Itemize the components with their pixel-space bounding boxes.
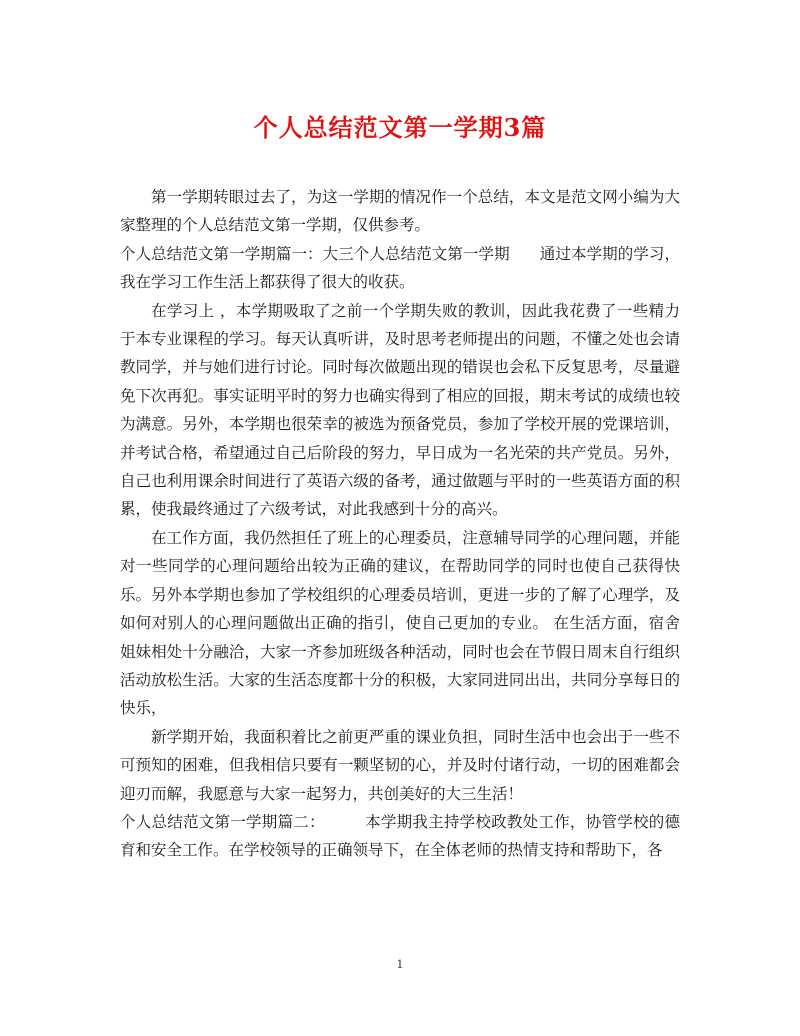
- intro-paragraph: 第一学期转眼过去了，为这一学期的情况作一个总结，本文是范文网小编为大家整理的个人总结范文第一学期，仅供参考。: [120, 188, 680, 235]
- section-one-heading: 个人总结范文第一学期篇一：大三个人总结范文第一学期: [120, 244, 510, 263]
- document-title: 个人总结范文第一学期3篇: [253, 113, 547, 142]
- section-two-paragraph: [120, 808, 680, 865]
- section-one-lead: 通过本学期的学习，我在学习工作生活上都获得了很大的收获。: [120, 244, 680, 292]
- body-paragraph-work-life: 在工作方面，我仍然担任了班上的心理委员，注意辅导同学的心理问题，并能对一些同学的心理问题给出较为正确的建议，在帮助同学的同时也使自己获得快乐。另外本学期也参加了学校组织的心理委员培训，更进一步的了解了心理学，及如何对别人的心理问题做出正确的指引，使自己更加的专业。 在生活方面，宿舍姐妹相处十分融洽，大家一齐参加班级各种活动，同时也会在节假日周末自行组织活动放松生活。大家的生活态度都十分的积极，大家同进同出出，共同分享每日的快乐，: [120, 528, 680, 718]
- section-one-paragraph: [120, 240, 680, 297]
- page-number: 1: [396, 958, 404, 971]
- body-paragraph-study: 在学习上 ，本学期吸取了之前一个学期失败的教训，因此我花费了一些精力于本专业课程的学习。每天认真听讲，及时思考老师提出的问题，不懂之处也会请教同学，并与她们进行讨论。同时每次做题出现的错误也会私下反复思考，尽量避免下次再犯。事实证明平时的努力也确实得到了相应的回报，期末考试的成绩也较为满意。另外，本学期也很荣幸的被选为预备党员，参加了学校开展的党课培训，并考试合格，希望通过自己后阶段的努力，早日成为一名光荣的共产党员。另外，自己也利用课余时间进行了英语六级的备考，通过做题与平时的一些英语方面的积累，使我最终通过了六级考试，对此我感到十分的高兴。: [120, 301, 680, 519]
- section-two-lead: 本学期我主持学校政教处工作，协管学校的德育和安全工作。在学校领导的正确领导下，在全体老师的热情支持和帮助下，各: [120, 812, 680, 860]
- body-paragraph-new-term: 新学期开始，我面积着比之前更严重的课业负担，同时生活中也会出于一些不可预知的困难，但我相信只要有一颗坚韧的心，并及时付诸行动，一切的困难都会迎刃而解，我愿意与大家一起努力，共创美好的大三生活！: [120, 727, 680, 803]
- section-two-heading: 个人总结范文第一学期篇二：: [120, 812, 325, 831]
- document-body: [120, 183, 680, 865]
